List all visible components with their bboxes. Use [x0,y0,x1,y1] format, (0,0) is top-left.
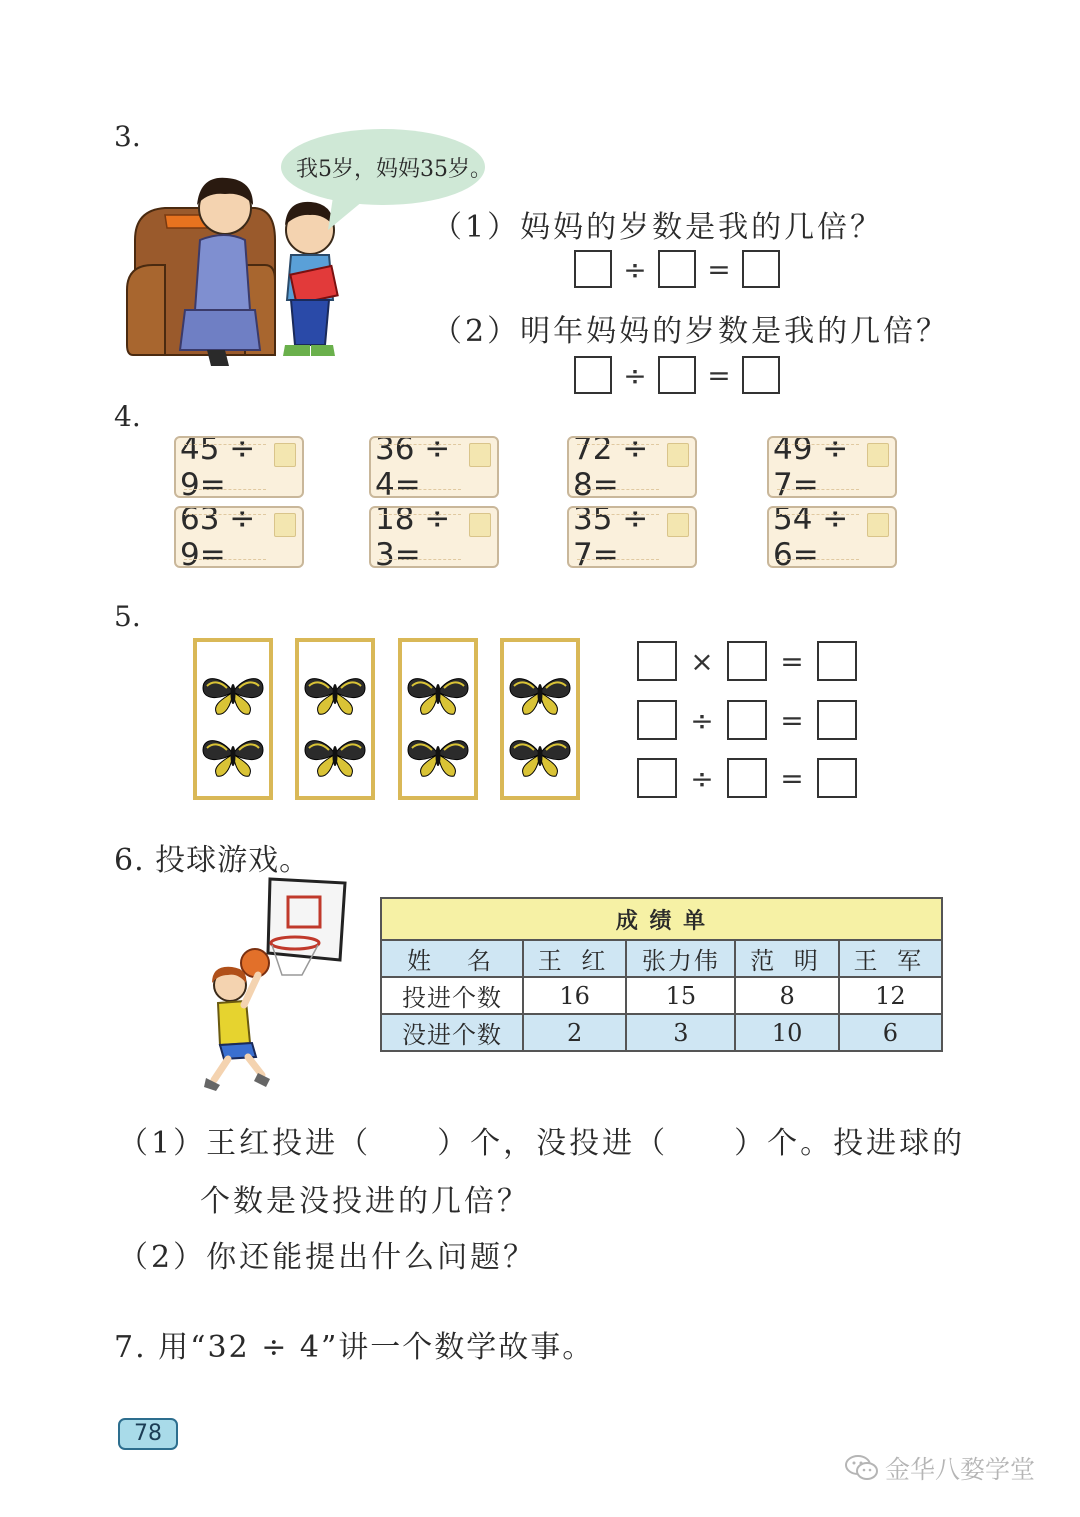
card-expression: 72 ÷ 8= [573,436,649,498]
problem-5-equation-divide-2 [637,758,857,798]
card-expression: 54 ÷ 6= [773,506,849,568]
equals-sign: = [707,252,731,286]
butterfly-frame [500,638,580,800]
problem-6-question-1-line-2: 个数是没投进的几倍？ [200,1184,530,1219]
problem-7-text: 7. 用“32 ÷ 4”讲一个数学故事。 [114,1330,595,1365]
table-cell: 3 [626,1014,735,1051]
row-label: 没进个数 [381,1014,523,1051]
page-number: 78 [118,1418,178,1450]
watermark-text: 金华八婺学堂 [885,1455,1036,1484]
equals-sign: = [707,358,731,392]
problem-4-number: 4. [114,400,141,433]
divide-sign: ÷ [690,703,714,737]
score-table [380,897,943,1052]
problem-3-number: 3. [114,120,141,153]
divide-sign: ÷ [623,358,647,392]
header-cell: 姓 名 [381,940,523,977]
problem-3-equation-1 [574,250,780,288]
equals-sign: = [780,761,804,795]
card-expression: 45 ÷ 9= [180,436,256,498]
answer-box[interactable] [637,758,677,798]
problem-6-question-2: （2）你还能提出什么问题？ [118,1240,537,1275]
header-cell: 王 军 [839,940,942,977]
table-cell: 10 [735,1014,838,1051]
butterfly-icon [197,642,269,796]
basketball-player-illustration [200,875,350,1095]
table-row [381,1014,942,1051]
flash-card [369,506,499,568]
speech-text: 我5岁，妈妈35岁。 [296,157,492,182]
watermark [845,1450,1035,1486]
problem-6-title: 6. 投球游戏。 [114,843,311,878]
table-cell: 15 [626,977,735,1014]
table-cell: 16 [523,977,626,1014]
problem-5-number: 5. [114,600,141,633]
problem-3-question-1: （1）妈妈的岁数是我的几倍？ [432,210,884,245]
table-cell: 12 [839,977,942,1014]
problem-5-equation-multiply [637,641,857,681]
table-cell: 2 [523,1014,626,1051]
multiply-sign: × [690,644,714,678]
answer-box[interactable] [817,641,857,681]
equals-sign: = [780,703,804,737]
answer-box[interactable] [658,250,696,288]
problem-5-equation-divide-1 [637,700,857,740]
card-expression: 36 ÷ 4= [375,436,451,498]
flash-card [767,436,897,498]
table-caption: 成 绩 单 [381,898,942,940]
answer-box[interactable] [658,356,696,394]
card-expression: 35 ÷ 7= [573,506,649,568]
answer-box[interactable] [742,356,780,394]
answer-box[interactable] [574,250,612,288]
flash-card [567,436,697,498]
problem-3-question-2: （2）明年妈妈的岁数是我的几倍？ [432,314,950,349]
butterfly-frame [295,638,375,800]
equals-sign: = [780,644,804,678]
answer-box[interactable] [727,758,767,798]
flash-card [174,436,304,498]
answer-box[interactable] [817,758,857,798]
flash-card [767,506,897,568]
answer-box[interactable] [727,700,767,740]
header-cell: 王 红 [523,940,626,977]
table-cell: 6 [839,1014,942,1051]
card-expression: 63 ÷ 9= [180,506,256,568]
answer-box[interactable] [817,700,857,740]
table-row [381,977,942,1014]
card-expression: 49 ÷ 7= [773,436,849,498]
divide-sign: ÷ [623,252,647,286]
card-expression: 18 ÷ 3= [375,506,451,568]
answer-box[interactable] [742,250,780,288]
divide-sign: ÷ [690,761,714,795]
problem-3-equation-2 [574,356,780,394]
answer-box[interactable] [727,641,767,681]
flash-card [174,506,304,568]
butterfly-frame [193,638,273,800]
header-cell: 范 明 [735,940,838,977]
answer-box[interactable] [574,356,612,394]
flash-card [369,436,499,498]
butterfly-icon [402,642,474,796]
butterfly-icon [504,642,576,796]
row-label: 投进个数 [381,977,523,1014]
flash-card [567,506,697,568]
butterfly-icon [299,642,371,796]
answer-box[interactable] [637,700,677,740]
answer-box[interactable] [637,641,677,681]
problem-6-question-1-line-1: （1）王红投进（ ）个，没投进（ ）个。投进球的 [118,1126,966,1161]
butterfly-frame [398,638,478,800]
table-cell: 8 [735,977,838,1014]
wechat-icon [845,1454,879,1482]
table-header-row [381,940,942,977]
header-cell: 张力伟 [626,940,735,977]
